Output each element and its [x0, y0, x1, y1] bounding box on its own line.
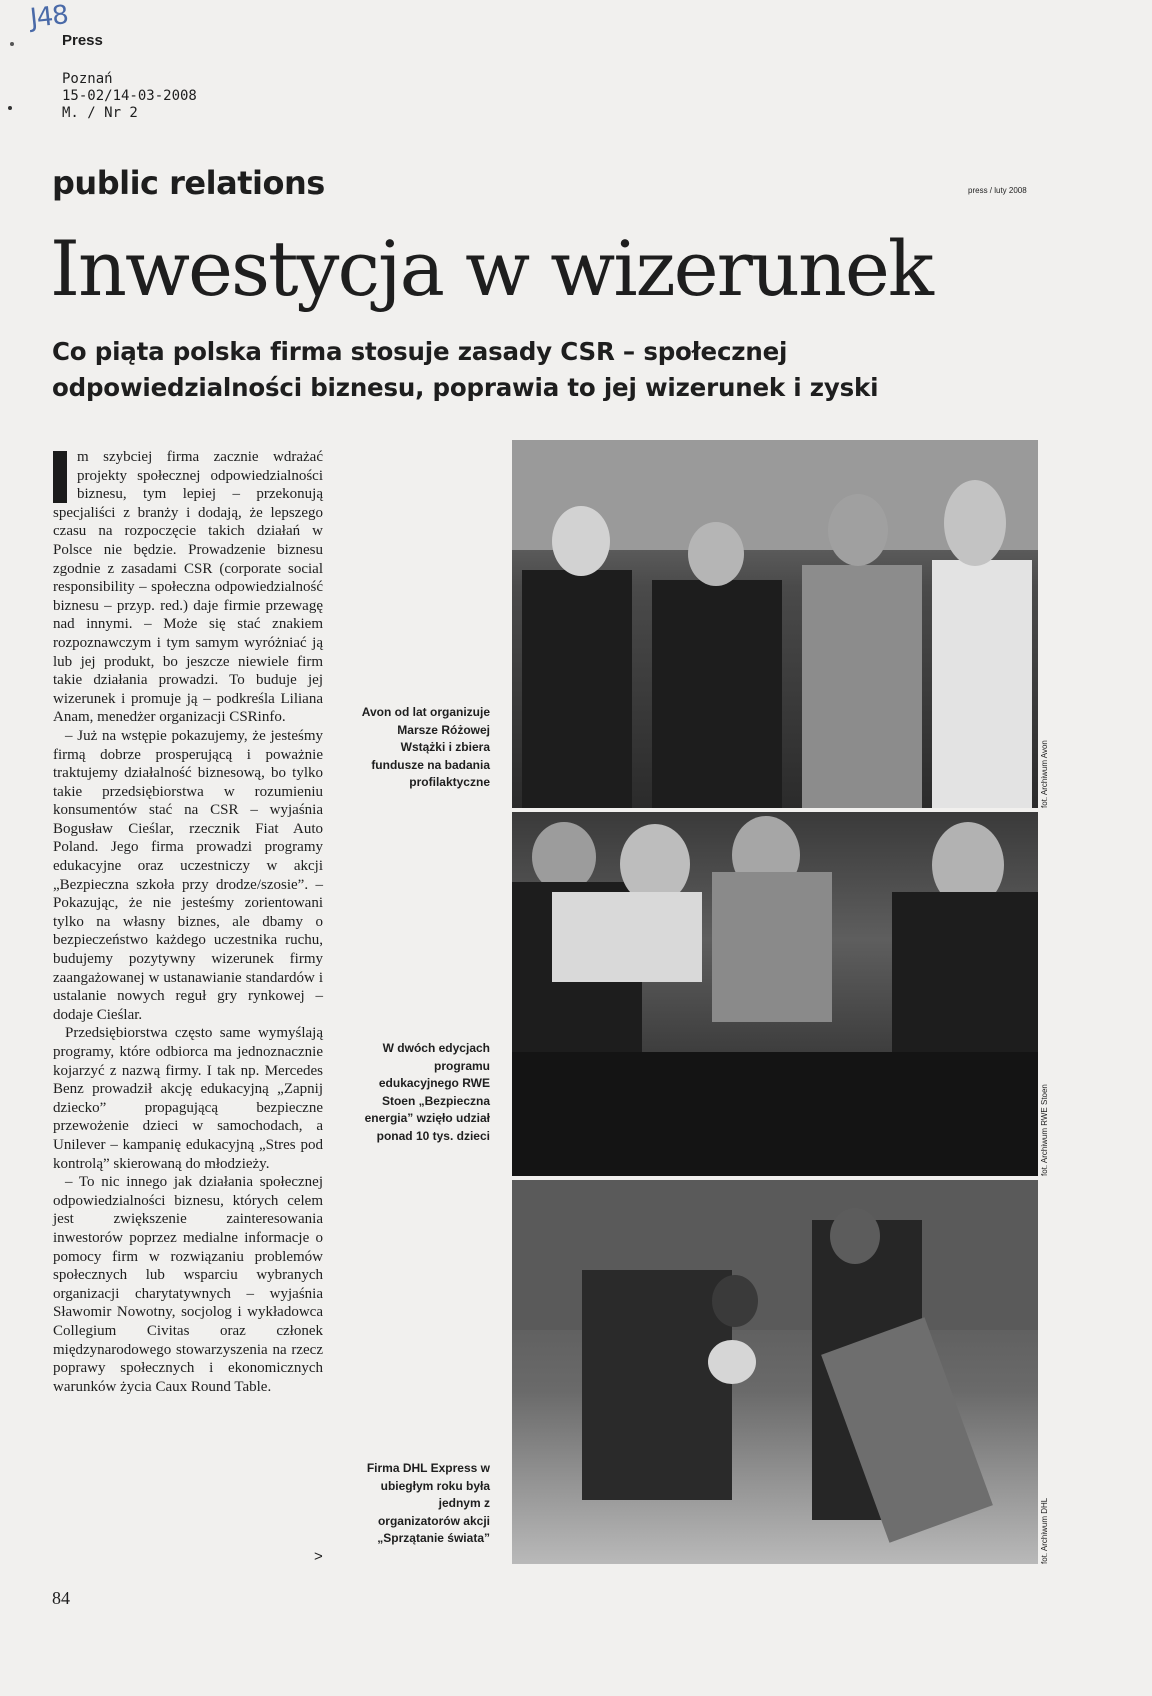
- child-cap: [708, 1340, 756, 1384]
- meta-dates: 15-02/14-03-2008: [62, 88, 197, 104]
- page-number: 84: [52, 1588, 70, 1608]
- photo-foreground: [512, 1052, 1038, 1176]
- person-head: [830, 1208, 880, 1264]
- person-figure: [652, 580, 782, 808]
- drop-cap: [53, 451, 67, 503]
- meta-issue: M. / Nr 2: [62, 105, 138, 121]
- lead-paragraph: Co piąta polska firma stosuje zasady CSR – społecznej odpowiedzialności biznesu, poprawia to jej wizerunek i zyski: [52, 337, 879, 402]
- child-jacket: [552, 892, 702, 982]
- meta-city: Poznań: [62, 71, 113, 87]
- photo-credit: fot. Archiwum RWE Stoen: [1040, 1084, 1049, 1176]
- photo-dhl-cleanup: [512, 1180, 1038, 1564]
- photo-credit: fot. Archiwum Avon: [1040, 740, 1049, 808]
- photo-rwe-children: [512, 812, 1038, 1176]
- person-head: [944, 480, 1006, 566]
- body-paragraph: m szybciej firma zacznie wdrażać projekty społecznej odpowiedzialności biznesu, tym lepiej – przekonują specjaliści z branży i dodają, że lepszego czasu na rozpoczęcie takich działań w Polsce nie będzie. Prowadzenie biznesu zgodnie z zasadami CSR (corporate social responsibility – społeczna odpowiedzialność biznesu – przyp. red.) daje firmie przewagę nad innymi. – Może się stać znakiem rozpoznawczym i tym samym wyróżniać ją lub jej produkt, bo jeszcze niewiele firm takie działania prowadzi. To buduje jej wizerunek i promuje ją – podkreśla Liliana Anam, menedżer organizacji CSRinfo.: [53, 449, 323, 726]
- publication-name: Press: [62, 32, 103, 49]
- section-title: public relations: [52, 164, 325, 202]
- scan-mark: [10, 42, 14, 46]
- child-figure: [712, 872, 832, 1022]
- person-head: [552, 506, 610, 576]
- body-paragraph: – Już na wstępie pokazujemy, że jesteśmy firmą dobrze prosperującą i poważnie traktujemy działalność biznesową, bo tylko takie przedsiębiorstwa w rozumieniu konsumentów stać na CSR – wyjaśnia Bogusław Cieślar, rzecznik Fiat Auto Poland. Jego firma prowadzi programy edukacyjne oraz uczestniczy w akcji „Bezpieczna szkoła przy drodze/szosie”. – Pokazując, że nie jesteśmy zorientowani tylko na własny biznes, ale dbamy o bezpieczeństwo każdego uczestnika ruchu, budujemy pozytywny wizerunek firmy zaangażowanej w ustanawianie standardów i ustalanie nowych reguł gry rynkowej – dodaje Cieślar.: [53, 727, 323, 1023]
- person-figure: [522, 570, 632, 808]
- body-paragraph: Przedsiębiorstwa często same wymyślają programy, które odbiorca ma jednoznacznie kojarzyć z nazwą firmy. I tak np. Mercedes Benz prowadził akcję edukacyjną „Zapnij dziecko” propagującą bezpieczne przewożenie dzieci w samochodach, a Unilever – kampanię edukacyjną „Stres pod kontrolą” skierowaną do młodzieży.: [53, 1025, 323, 1172]
- article-body: [53, 448, 323, 1396]
- handwritten-annotation: J48: [28, 0, 70, 34]
- body-paragraph: – To nic innego jak działania społecznej odpowiedzialności biznesu, których celem jest zwiększenie zainteresowania inwestorów poprzez medialne informacje o pomocy firm w rozwiązaniu problemów społecznych lub wsparciu wybranych organizacji charytatywnych – wyjaśnia Sławomir Nowotny, socjolog i wykładowca Collegium Civitas oraz członek międzynarodowego stowarzyszenia na rzecz poprawy społecznych i ekonomicznych warunków życia Caux Round Table.: [53, 1174, 323, 1395]
- headline: Inwestycja w wizerunek: [50, 224, 932, 313]
- continued-arrow: >: [314, 1548, 323, 1565]
- source-meta: [62, 71, 197, 122]
- person-figure: [932, 560, 1032, 808]
- scan-mark: [8, 106, 12, 110]
- person-figure: [582, 1270, 732, 1500]
- photo-caption: Firma DHL Express w ubiegłym roku była jednym z organizatorów akcji „Sprzątanie świata”: [366, 1461, 490, 1546]
- photo-caption: W dwóch edycjach programu edukacyjnego RWE Stoen „Bezpieczna energia” wzięło udział ponad 10 tys. dzieci: [364, 1041, 490, 1143]
- person-head: [828, 494, 888, 566]
- person-figure: [802, 565, 922, 808]
- person-head: [688, 522, 744, 586]
- issue-label: press / luty 2008: [968, 186, 1027, 195]
- photo-avon-march: [512, 440, 1038, 808]
- child-figure: [892, 892, 1038, 1072]
- photo-credit: fot. Archiwum DHL: [1040, 1497, 1049, 1564]
- person-head: [712, 1275, 758, 1327]
- photo-caption: Avon od lat organizuje Marsze Różowej Wstążki i zbiera fundusze na badania profilaktyczne: [361, 705, 490, 790]
